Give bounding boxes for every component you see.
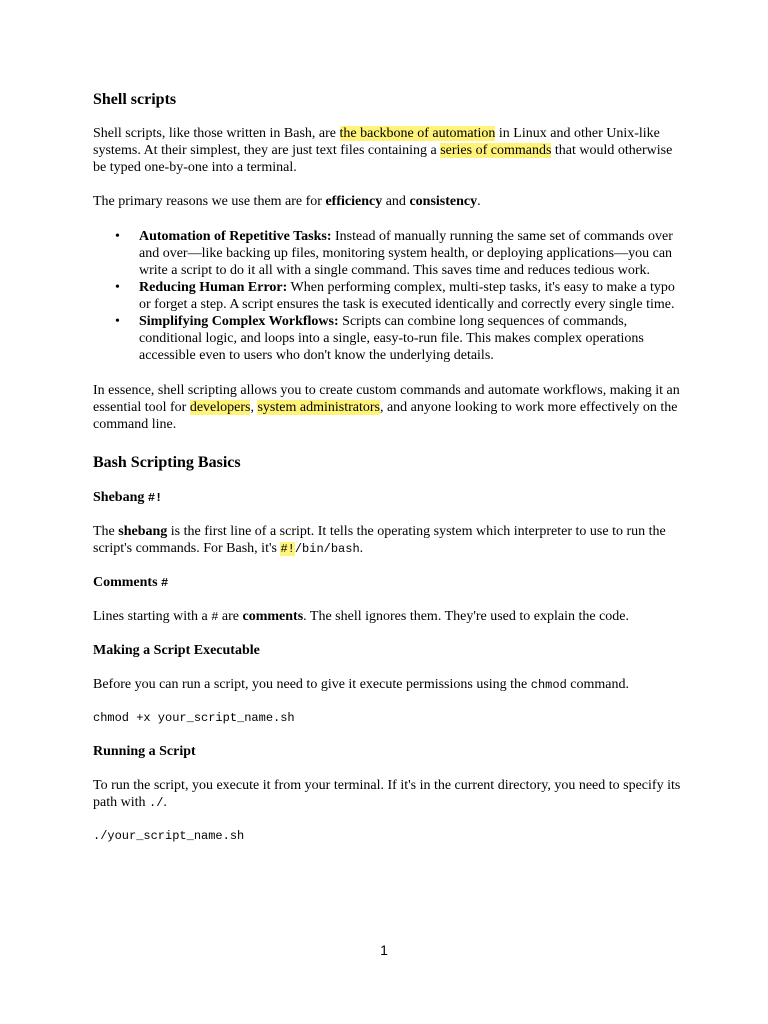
bullet-icon: • [115,229,120,244]
page-number: 1 [380,942,388,958]
list-item-text: When performing complex, multi-step tasks, it's easy to make a typo or forget a step. A script ensures the task is executed identically and correctly every single time. [139,280,675,312]
comments-text-1: Lines starting with a [93,609,212,624]
bold-shebang: shebang [118,524,168,539]
comments-hash-code: # [211,610,219,624]
heading-comments [93,574,683,592]
executable-text-2: command. [566,677,630,692]
executable-text-1: Before you can run a script, you need to give it execute permissions using the [93,677,531,692]
heading-comments-code: # [161,576,169,590]
highlight-system-administrators: system administrators [257,400,380,415]
heading-comments-text: Comments [93,575,162,590]
intro-paragraph [93,125,683,176]
list-item [115,279,683,313]
heading-shebang-code: #! [147,491,163,505]
bullet-icon: • [115,314,120,329]
shebang-paragraph [93,523,683,558]
intro-text-3: that would otherwise be typed one-by-one into a terminal. [93,143,673,175]
essence-text-1: In essence, shell scripting allows you to create custom commands and automate workflows, making it an essential tool for [93,383,680,415]
list-item [115,228,683,279]
highlight-shebang-code: #! [280,542,295,556]
running-text-2: . [163,795,167,810]
highlight-series-of-commands: series of commands [440,143,552,158]
comments-text-3: . The shell ignores them. They're used to explain the code. [303,609,630,624]
comments-paragraph [93,608,683,626]
comments-text-2: are [218,609,243,624]
shebang-text-2: is the first line of a script. It tells the operating system which interpreter to use to run the script's commands. For Bash, it's [93,524,666,556]
dot-slash-code: ./ [149,796,164,810]
highlight-backbone: the backbone of automation [339,126,496,141]
heading-shebang [93,489,683,507]
highlight-developers: developers [189,400,251,415]
shebang-path-code: /bin/bash [294,542,360,556]
reasons-text-1: The primary reasons we use them are for [93,194,326,209]
essence-paragraph [93,382,683,433]
list-item-text: Scripts can combine long sequences of commands, conditional logic, and loops into a single, easy-to-run file. This makes complex operations accessible even to users who don't know the underlying details. [139,314,644,363]
list-item-heading: Reducing Human Error: [139,280,288,295]
section-title-shell-scripts: Shell scripts [93,91,177,108]
heading-making-executable: Making a Script Executable [93,643,260,658]
list-item-heading: Simplifying Complex Workflows: [139,314,339,329]
heading-shebang-text: Shebang [93,490,148,505]
reasons-paragraph [93,193,683,210]
shebang-text-1: The [93,524,119,539]
essence-text-3: , and anyone looking to work more effectively on the command line. [93,400,678,432]
document-page [93,88,683,845]
running-text-1: To run the script, you execute it from your terminal. If it's in the current directory, you need to specify its path with [93,778,681,810]
running-paragraph [93,777,683,812]
executable-paragraph [93,676,683,694]
bold-consistency: consistency [409,194,478,209]
list-item-heading: Automation of Repetitive Tasks: [139,229,332,244]
list-item-text: Instead of manually running the same set of commands over and over—like backing up files, monitoring system health, or deploying applications—you can write a script to do it all with a single command. This saves time and reduces tedious work. [139,229,673,278]
list-item [115,313,683,364]
bullet-icon: • [115,280,120,295]
section-title-bash-basics: Bash Scripting Basics [93,454,241,471]
bold-efficiency: efficiency [325,194,383,209]
run-command-code: ./your_script_name.sh [93,829,245,843]
bold-comments: comments [242,609,304,624]
reasons-text-2: and [382,194,410,209]
intro-text-2: in Linux and other Unix-like systems. At their simplest, they are just text files containing a [93,126,660,158]
reasons-list [93,228,683,364]
intro-text-1: Shell scripts, like those written in Bash, are [93,126,340,141]
heading-running-script: Running a Script [93,744,196,759]
reasons-text-3: . [477,194,481,209]
chmod-inline-code: chmod [530,678,567,692]
shebang-text-3: . [359,541,364,556]
essence-text-2: , [250,400,258,415]
chmod-command-code: chmod +x your_script_name.sh [93,711,295,725]
